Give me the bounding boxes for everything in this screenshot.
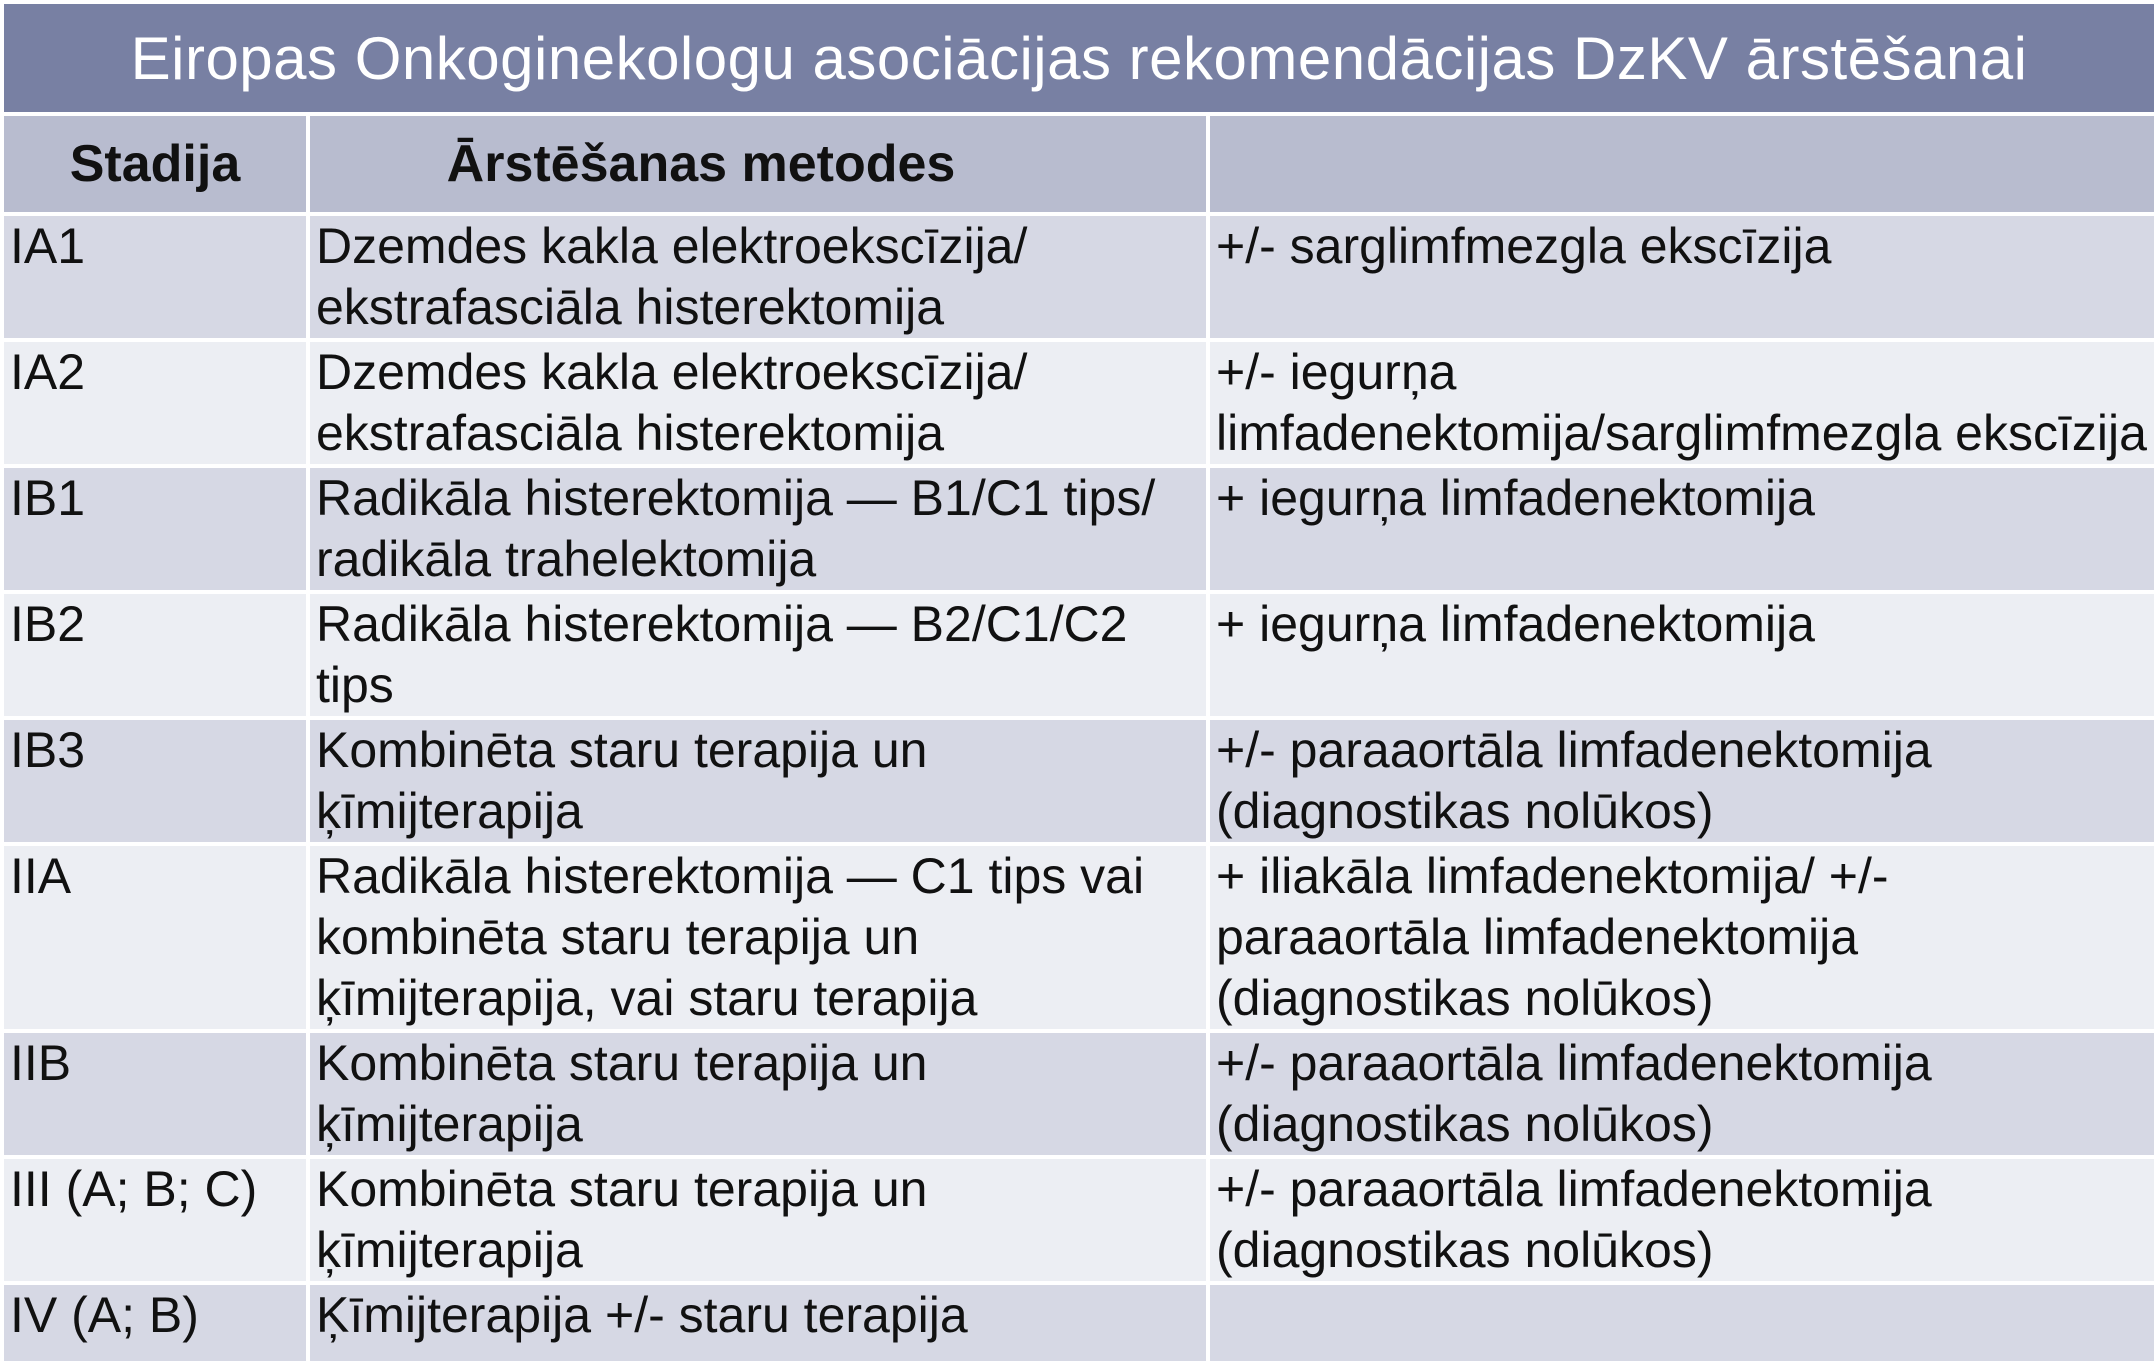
title-row	[2, 2, 2154, 114]
stage-cell: IIA	[2, 844, 308, 1031]
stage-cell: IB1	[2, 466, 308, 592]
method-cell: Kombinēta staru terapija un ķīmijterapija	[308, 1157, 1208, 1283]
method-cell: Radikāla histerektomija — B2/C1/C2 tips	[308, 592, 1208, 718]
table-row	[2, 466, 2154, 592]
extra-cell	[1208, 1283, 2154, 1363]
header-methods: Ārstēšanas metodes	[308, 114, 1208, 214]
method-cell: Kombinēta staru terapija un ķīmijterapija	[308, 1031, 1208, 1157]
header-row	[2, 114, 2154, 214]
stage-cell: III (A; B; C)	[2, 1157, 308, 1283]
table-row	[2, 1031, 2154, 1157]
table-row	[2, 844, 2154, 1031]
method-cell: Dzemdes kakla elektroekscīzija/ ekstrafasciāla histerektomija	[308, 340, 1208, 466]
table-row	[2, 214, 2154, 340]
extra-cell: +/- paraaortāla limfadenektomija (diagnostikas nolūkos)	[1208, 1031, 2154, 1157]
header-stage: Stadija	[2, 114, 308, 214]
stage-cell: IIB	[2, 1031, 308, 1157]
table-row	[2, 1157, 2154, 1283]
table-row	[2, 340, 2154, 466]
extra-cell: +/- paraaortāla limfadenektomija (diagnostikas nolūkos)	[1208, 718, 2154, 844]
stage-cell: IV (A; B)	[2, 1283, 308, 1363]
stage-cell: IB2	[2, 592, 308, 718]
extra-cell: + iliakāla limfadenektomija/ +/- paraaortāla limfadenektomija (diagnostikas nolūkos)	[1208, 844, 2154, 1031]
method-cell: Radikāla histerektomija — B1/C1 tips/ radikāla trahelektomija	[308, 466, 1208, 592]
extra-cell: +/- iegurņa limfadenektomija/sarglimfmezgla ekscīzija	[1208, 340, 2154, 466]
header-extra	[1208, 114, 2154, 214]
table-row	[2, 718, 2154, 844]
stage-cell: IA1	[2, 214, 308, 340]
method-cell: Ķīmijterapija +/- staru terapija	[308, 1283, 1208, 1363]
extra-cell: + iegurņa limfadenektomija	[1208, 466, 2154, 592]
stage-cell: IA2	[2, 340, 308, 466]
method-cell: Dzemdes kakla elektroekscīzija/ ekstrafasciāla histerektomija	[308, 214, 1208, 340]
table-title: Eiropas Onkoginekologu asociācijas rekomendācijas DzKV ārstēšanai	[2, 2, 2154, 114]
extra-cell: + iegurņa limfadenektomija	[1208, 592, 2154, 718]
table-row	[2, 1283, 2154, 1363]
method-cell: Kombinēta staru terapija un ķīmijterapija	[308, 718, 1208, 844]
table-row	[2, 592, 2154, 718]
stage-cell: IB3	[2, 718, 308, 844]
method-cell: Radikāla histerektomija — C1 tips vai kombinēta staru terapija un ķīmijterapija, vai staru terapija	[308, 844, 1208, 1031]
extra-cell: +/- paraaortāla limfadenektomija (diagnostikas nolūkos)	[1208, 1157, 2154, 1283]
extra-cell: +/- sarglimfmezgla ekscīzija	[1208, 214, 2154, 340]
